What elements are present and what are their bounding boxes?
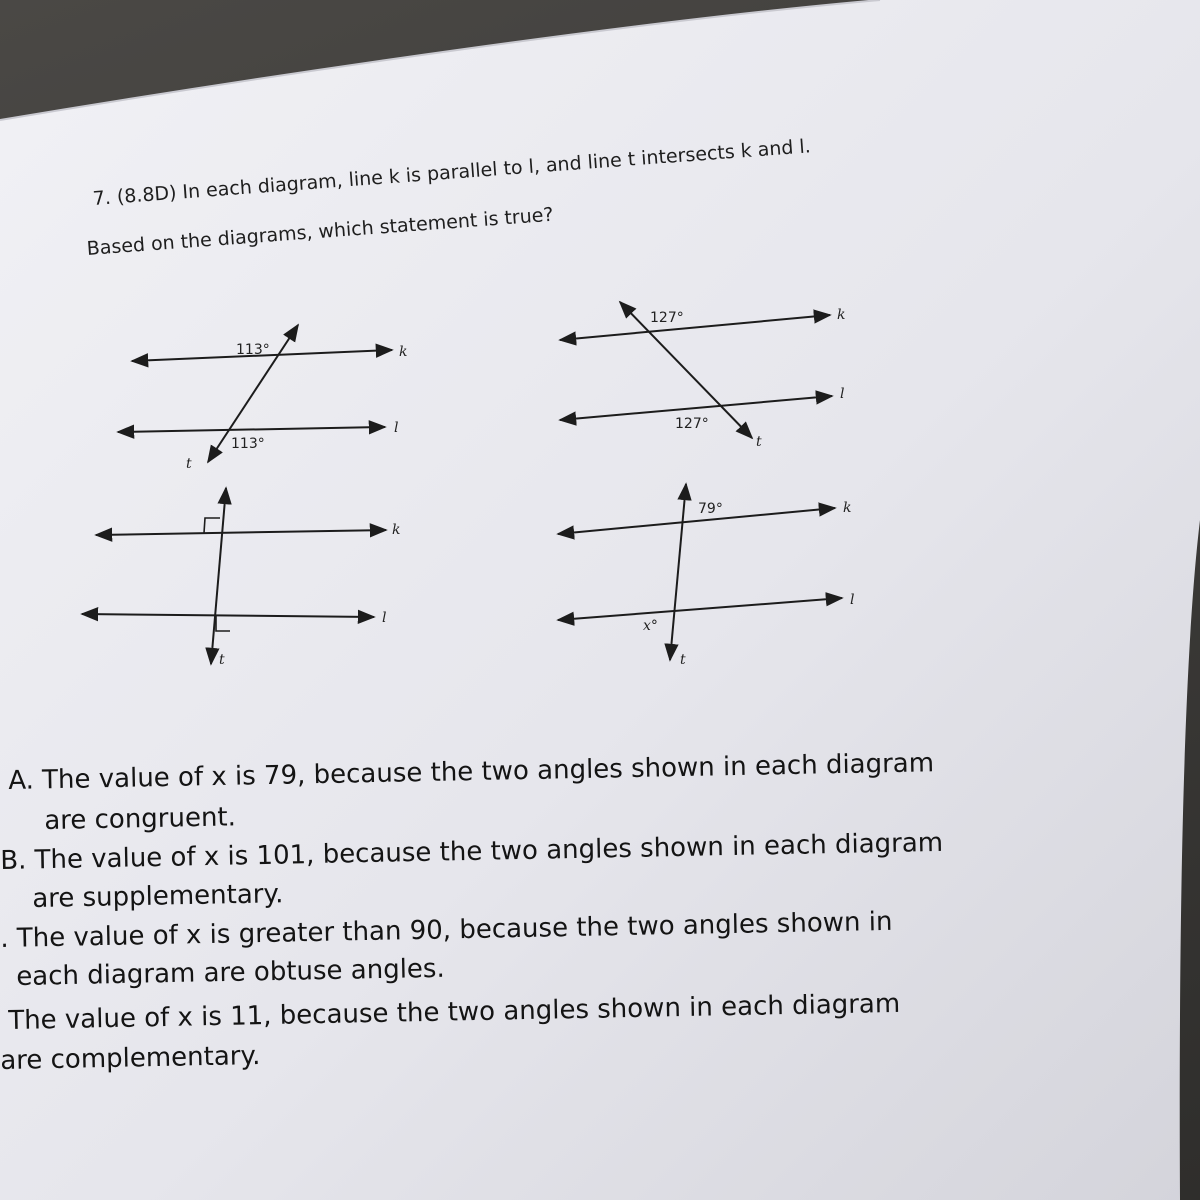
angle-label-bottom: 113° xyxy=(231,436,265,452)
line-l xyxy=(558,598,842,620)
line-t xyxy=(670,484,686,660)
diagram-1 xyxy=(118,325,407,472)
choice-d-line-1: The value of x is 11, because the two angles shown in each diagram xyxy=(8,988,901,1036)
diagram-3 xyxy=(82,488,400,668)
choice-a-line-1: A. The value of x is 79, because the two angles shown in each diagram xyxy=(8,748,935,796)
label-t: t xyxy=(756,434,762,450)
choice-a-line-2: are congruent. xyxy=(44,802,237,836)
label-l: l xyxy=(850,592,855,608)
angle-label-top: 127° xyxy=(650,310,684,326)
diagram-2 xyxy=(560,302,845,450)
label-l: l xyxy=(382,610,387,626)
choice-b-line-1: B. The value of x is 101, because the two angles shown in each diagram xyxy=(0,827,944,876)
label-t: t xyxy=(680,652,686,668)
line-t xyxy=(211,488,226,664)
angle-label-top: 113° xyxy=(236,342,270,358)
label-k: k xyxy=(843,500,852,516)
line-k xyxy=(560,315,830,340)
choice-d-line-2: are complementary. xyxy=(0,1041,261,1076)
question-line-2: Based on the diagrams, which statement is true? xyxy=(86,203,555,260)
choice-c-line-1: . The value of x is greater than 90, because the two angles shown in xyxy=(0,906,893,954)
line-l xyxy=(118,427,385,432)
right-angle-mark-top xyxy=(204,518,220,533)
line-l xyxy=(82,614,374,617)
label-l: l xyxy=(394,420,399,436)
line-k xyxy=(96,530,386,535)
angle-label-bottom: x° xyxy=(643,618,658,634)
label-t: t xyxy=(186,456,192,472)
label-k: k xyxy=(399,344,408,360)
angle-label-top: 79° xyxy=(698,501,723,517)
label-k: k xyxy=(392,522,401,538)
label-l: l xyxy=(840,386,845,402)
line-k xyxy=(558,508,835,534)
choice-c-line-2: each diagram are obtuse angles. xyxy=(16,953,445,992)
choice-b-line-2: are supplementary. xyxy=(32,879,284,914)
question-line-1: 7. (8.8D) In each diagram, line k is parallel to l, and line t intersects k and l. xyxy=(92,135,812,210)
angle-label-bottom: 127° xyxy=(675,416,709,432)
label-t: t xyxy=(219,652,225,668)
right-angle-mark-bottom xyxy=(216,616,230,631)
diagram-4 xyxy=(558,484,854,668)
label-k: k xyxy=(837,307,846,323)
